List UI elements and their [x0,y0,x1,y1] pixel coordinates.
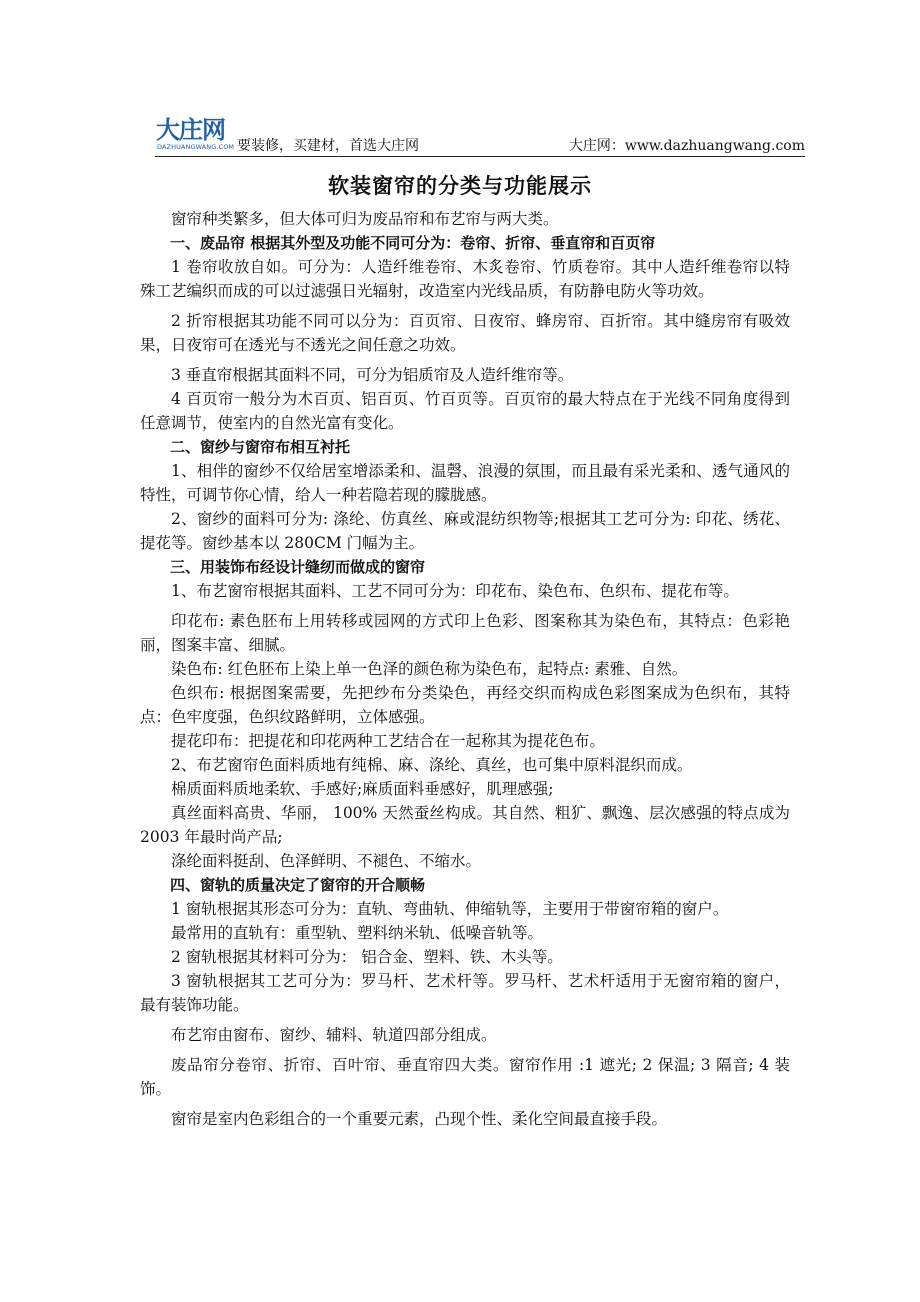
paragraph: 1、相伴的窗纱不仅给居室增添柔和、温磬、浪漫的氛围，而且最有采光柔和、透气通风的特性，可调节你心情，给人一种若隐若现的朦胧感。 [140,462,790,504]
logo-text: 大庄网 [156,116,225,144]
section-heading: 四、窗轨的质量决定了窗帘的开合顺畅 [170,876,426,894]
paragraph: 提花印布：把提花和印花两种工艺结合在一起称其为提花色布。 [171,732,606,750]
paragraph: 窗帘种类繁多，但大体可归为废品帘和布艺帘与两大类。 [171,210,559,228]
paragraph: 布艺帘由窗布、窗纱、辅料、轨道四部分组成。 [171,1026,497,1044]
dazhuangwang-logo [155,116,237,154]
section-heading: 三、用装饰布经设计缝纫而做成的窗帘 [170,558,426,576]
paragraph: 2 折帘根据其功能不同可以分为：百页帘、日夜帘、蜂房帘、百折帘。其中缝房帘有吸效果，日夜帘可在透光与不透光之间任意之功效。 [140,312,790,354]
paragraph: 棉质面料质地柔软、手感好;麻质面料垂感好，肌理感强; [171,780,554,798]
header-slogan: 要装修，买建材，首选大庄网 [237,138,419,154]
page-header [155,116,805,157]
paragraph: 1 卷帘收放自如。可分为：人造纤维卷帘、木炙卷帘、竹质卷帘。其中人造纤维卷帘以特殊工艺编织而成的可以过滤强日光辐射，改造室内光线品质，有防静电防火等功效。 [140,258,790,300]
header-site-url: 大庄网：www.dazhuangwang.com [568,138,805,154]
paragraph: 3 垂直帘根据其面料不同，可分为铝质帘及人造纤维帘等。 [171,366,574,384]
paragraph: 真丝面料高贵、华丽， 100% 天然蚕丝构成。其自然、粗犷、飘逸、层次感强的特点成为 2003 年最时尚产品; [140,804,790,846]
section-heading: 一、废品帘 根据其外型及功能不同可分为：卷帘、折帘、垂直帘和百页帘 [170,234,656,252]
logo-domain: DAZHUANGWANG.COM [157,143,235,151]
paragraph: 色织布: 根据图案需要，先把纱布分类染色，再经交织而构成色彩图案成为色织布，其特点：色牢度强，色织纹路鲜明，立体感强。 [140,684,790,726]
section-heading: 二、窗纱与窗帘布相互衬托 [170,438,351,456]
paragraph: 最常用的直轨有：重型轨、塑料纳米轨、低噪音轨等。 [171,924,544,942]
paragraph: 1、布艺窗帘根据其面料、工艺不同可分为：印花布、染色布、色织布、提花布等。 [171,582,739,600]
paragraph: 染色布: 红色胚布上染上单一色泽的颜色称为染色布，起特点: 素雅、自然。 [171,660,688,678]
paragraph: 2 窗轨根据其材料可分为： 铝合金、塑料、铁、木头等。 [171,948,563,966]
document-body [140,207,790,1131]
paragraph: 4 百页帘一般分为木百页、铝百页、竹百页等。百页帘的最大特点在于光线不同角度得到任意调节，使室内的自然光富有变化。 [140,390,790,432]
paragraph: 2、布艺窗帘色面料质地有纯棉、麻、涤纶、真丝，也可集中原料混织而成。 [171,756,693,774]
document-title: 软装窗帘的分类与功能展示 [328,174,592,198]
paragraph: 窗帘是室内色彩组合的一个重要元素，凸现个性、柔化空间最直接手段。 [171,1110,668,1128]
paragraph: 废品帘分卷帘、折帘、百叶帘、垂直帘四大类。窗帘作用 :1 遮光; 2 保温; 3 隔音; 4 装饰。 [140,1056,790,1098]
paragraph: 涤纶面料挺刮、色泽鲜明、不褪色、不缩水。 [171,852,482,870]
paragraph: 印花布: 素色胚布上用转移或园网的方式印上色彩、图案称其为染色布，其特点：色彩艳丽，图案丰富、细腻。 [140,612,790,654]
paragraph: 1 窗轨根据其形态可分为：直轨、弯曲轨、伸缩轨等，主要用于带窗帘箱的窗户。 [171,900,729,918]
paragraph: 3 窗轨根据其工艺可分为：罗马杆、艺术杆等。罗马杆、艺术杆适用于无窗帘箱的窗户，最有装饰功能。 [140,972,790,1014]
paragraph: 2、窗纱的面料可分为: 涤纶、仿真丝、麻或混纺织物等;根据其工艺可分为: 印花、绣花、提花等。窗纱基本以 280CM 门幅为主。 [140,510,790,552]
